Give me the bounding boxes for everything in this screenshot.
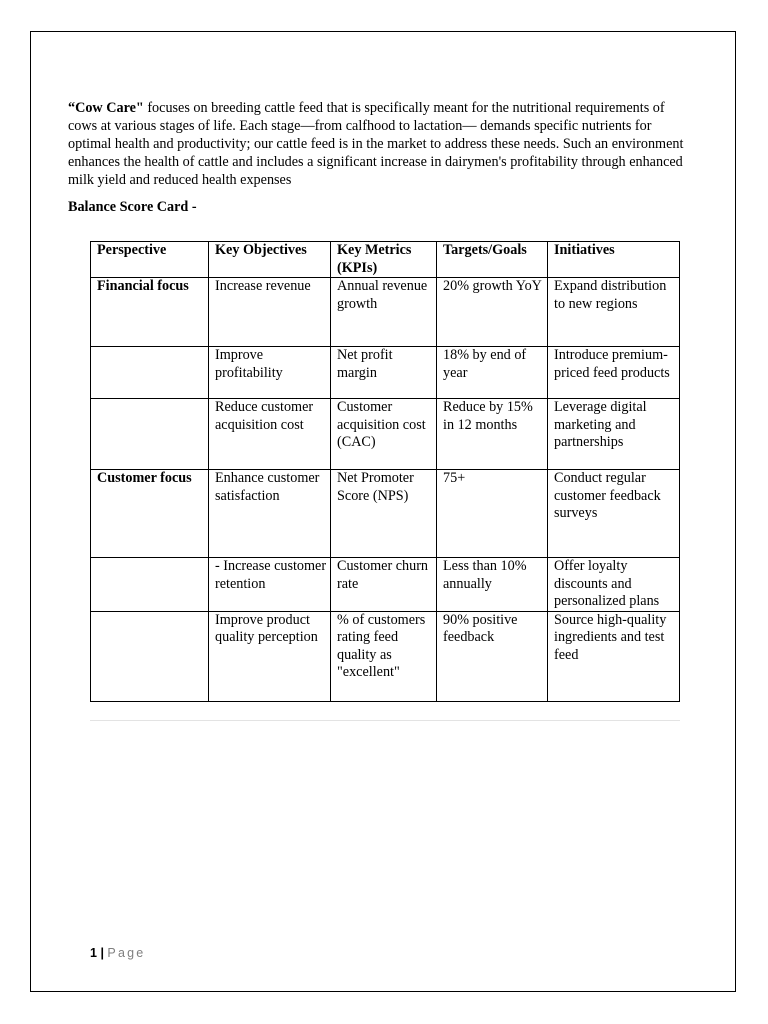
table-cell: Conduct regular customer feedback surveys: [548, 470, 680, 558]
table-cell: Improve profitability: [209, 347, 331, 399]
table-cell: Less than 10% annually: [437, 558, 548, 612]
table-cell: Enhance customer satisfaction: [209, 470, 331, 558]
table-cell: Reduce by 15% in 12 months: [437, 399, 548, 470]
table-header-row: [91, 242, 680, 278]
table-cell: [91, 399, 209, 470]
balance-score-card-table: [90, 241, 680, 702]
table-cell: Financial focus: [91, 278, 209, 347]
table-cell: Improve product quality perception: [209, 611, 331, 701]
divider-line: [90, 720, 680, 721]
table-cell: Net Promoter Score (NPS): [331, 470, 437, 558]
table-cell: 20% growth YoY: [437, 278, 548, 347]
table-cell: [91, 347, 209, 399]
table-cell: [91, 611, 209, 701]
header-cell: Perspective: [91, 242, 209, 278]
table-cell: Annual revenue growth: [331, 278, 437, 347]
page-label: Page: [107, 946, 146, 960]
table-cell: Customer churn rate: [331, 558, 437, 612]
page-number: 1: [90, 946, 97, 960]
table-cell: Increase revenue: [209, 278, 331, 347]
table-cell: Source high-quality ingredients and test feed: [548, 611, 680, 701]
section-heading: Balance Score Card -: [68, 199, 197, 215]
table-cell: - Increase customer retention: [209, 558, 331, 612]
table-cell: Introduce premium-priced feed products: [548, 347, 680, 399]
table-cell: Customer acquisition cost (CAC): [331, 399, 437, 470]
table-row: [91, 558, 680, 612]
intro-paragraph: [68, 99, 692, 189]
page-footer: [90, 945, 145, 961]
header-cell: Key Metrics (KPIs): [331, 242, 437, 278]
table-cell: [91, 558, 209, 612]
table-cell: Offer loyalty discounts and personalized plans: [548, 558, 680, 612]
table-cell: % of customers rating feed quality as "excellent": [331, 611, 437, 701]
footer-separator: |: [100, 946, 104, 960]
table-cell: Reduce customer acquisition cost: [209, 399, 331, 470]
table-cell: 90% positive feedback: [437, 611, 548, 701]
intro-text: focuses on breeding cattle feed that is specifically meant for the nutritional requirements of cows at various stages of life. Each stage—from calfhood to lactation— demands specific nutrients for optimal health and productivity; our cattle feed is in the market to address these needs. Such an environment enhances the health of cattle and includes a significant increase in dairymen's profitability through enhanced milk yield and reduced health expenses: [68, 100, 684, 188]
header-cell: Targets/Goals: [437, 242, 548, 278]
table-cell: Net profit margin: [331, 347, 437, 399]
table-cell: Expand distribution to new regions: [548, 278, 680, 347]
table-row: [91, 278, 680, 347]
table-row: [91, 470, 680, 558]
table-cell: 18% by end of year: [437, 347, 548, 399]
table-row: [91, 347, 680, 399]
header-cell: Key Objectives: [209, 242, 331, 278]
brand-name: “Cow Care": [68, 100, 144, 116]
table-row: [91, 399, 680, 470]
table-cell: Customer focus: [91, 470, 209, 558]
header-cell: Initiatives: [548, 242, 680, 278]
table-row: [91, 611, 680, 701]
table-cell: 75+: [437, 470, 548, 558]
table-cell: Leverage digital marketing and partnerships: [548, 399, 680, 470]
